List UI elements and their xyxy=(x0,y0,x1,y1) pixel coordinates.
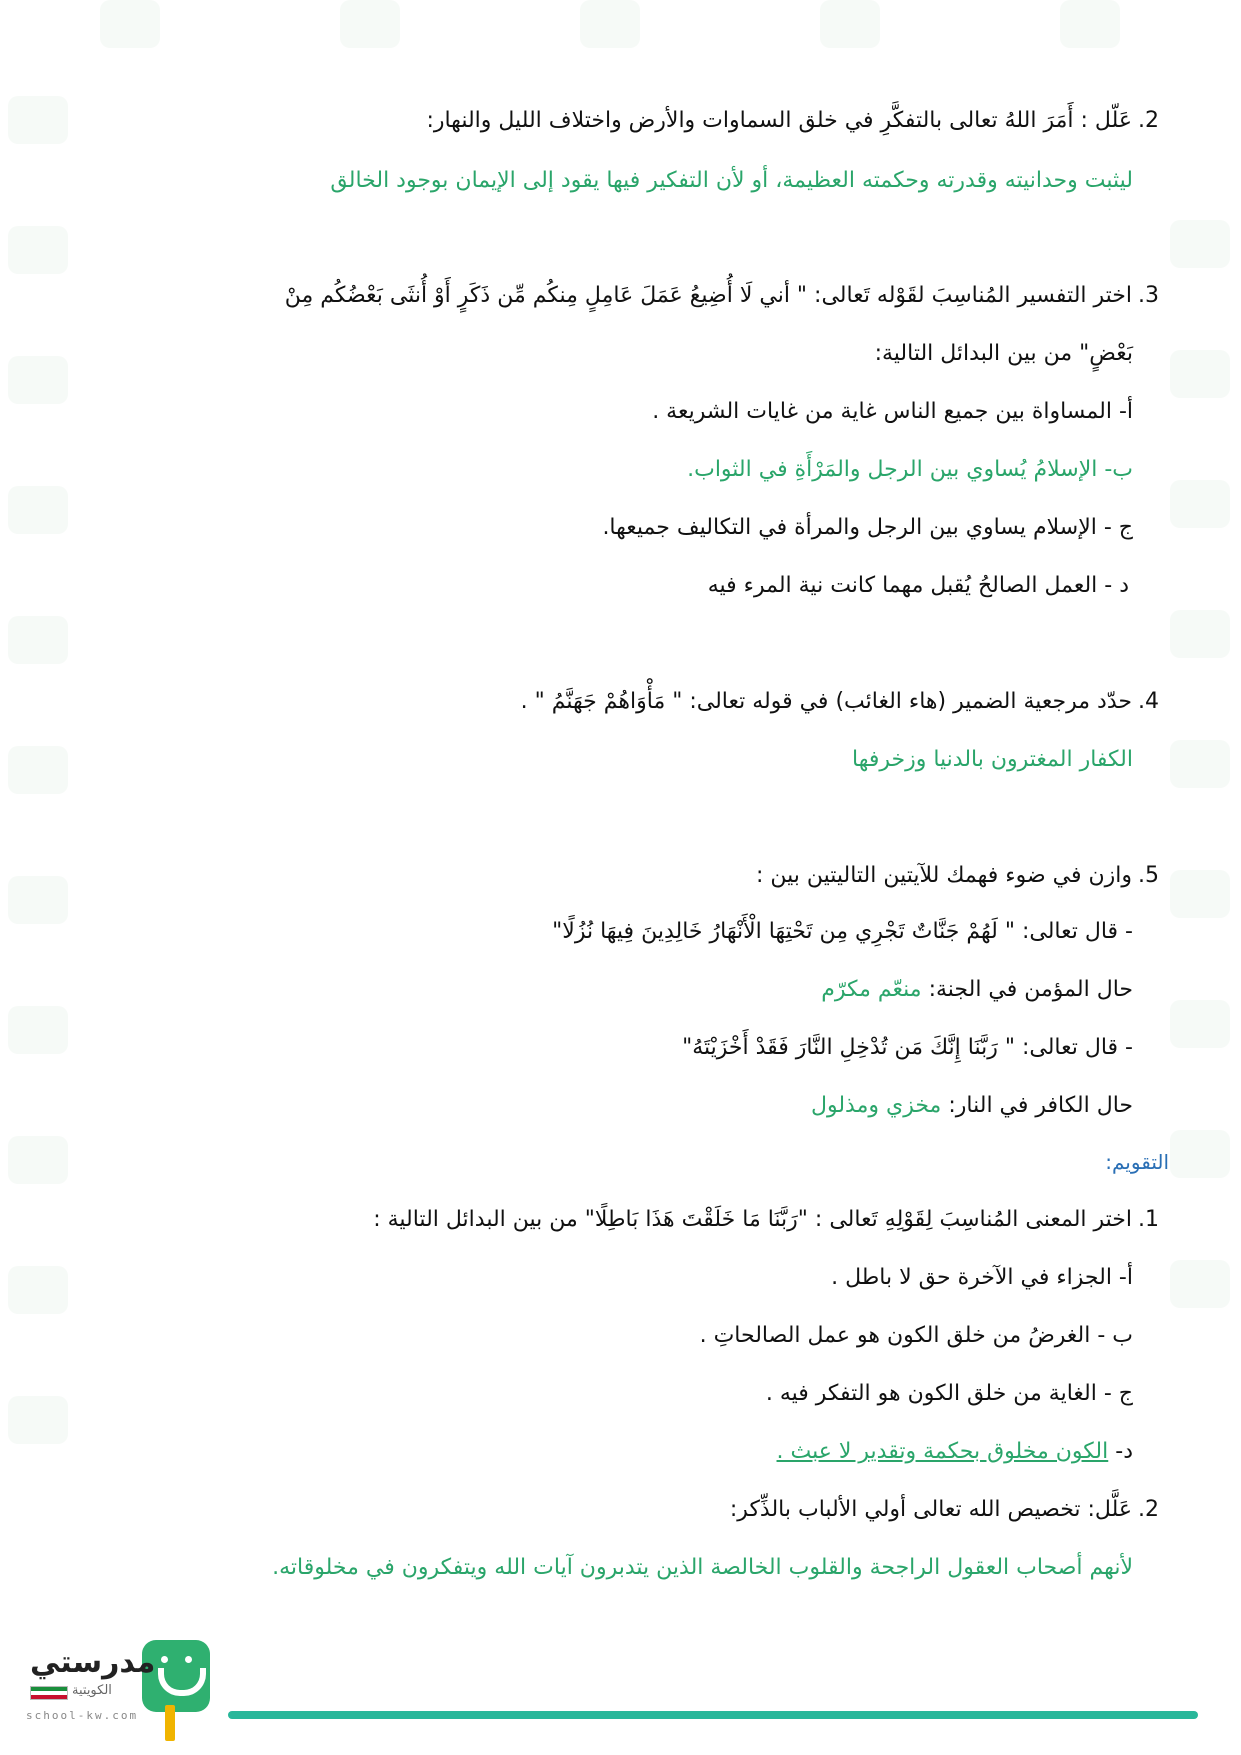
watermark-logo xyxy=(820,0,880,48)
q3-text-line1: اختر التفسير المُناسِبَ لقَوْله تَعالى: " أني لَا أُضِيعُ عَمَلَ عَامِلٍ مِنكُم مِّن ذَكَرٍ أَوْ أُنثَى بَعْضُكُم مِنْ xyxy=(284,283,1132,308)
q5-state-2-label: حال الكافر في النار: xyxy=(948,1093,1133,1118)
watermark-logo xyxy=(8,616,68,664)
watermark-logo xyxy=(1060,0,1120,48)
watermark-logo xyxy=(1170,740,1230,788)
watermark-logo xyxy=(8,746,68,794)
watermark-logo xyxy=(1170,870,1230,918)
q5-state-1-answer: منعّم مكرّم xyxy=(821,977,922,1002)
watermark-logo xyxy=(580,0,640,48)
brand-name: مدرستي xyxy=(30,1645,156,1680)
watermark-logo xyxy=(8,1266,68,1314)
footer-divider xyxy=(228,1711,1198,1719)
q5-state-2-answer: مخزي ومذلول xyxy=(811,1093,942,1118)
q2-number: 2. xyxy=(1138,108,1159,133)
watermark-logo xyxy=(8,96,68,144)
q3-option-d: د - العمل الصالحُ يُقبل مهما كانت نية المرء فيه xyxy=(707,573,1129,598)
watermark-logo xyxy=(1170,220,1230,268)
evaluation-heading: التقويم: xyxy=(1105,1150,1169,1174)
q3-question xyxy=(285,276,1159,316)
q2-question xyxy=(426,101,1159,141)
eval-q2-answer: لأنهم أصحاب العقول الراجحة والقلوب الخالصة الذين يتدبرون آيات الله ويتفكرون في مخلوقاته. xyxy=(272,1555,1133,1580)
eval-q1-option-d-answer: الكون مخلوق بحكمة وتقدير لا عبث . xyxy=(776,1439,1109,1464)
watermark-logo xyxy=(8,356,68,404)
eval-q1-option-d-prefix: د- xyxy=(1115,1439,1133,1464)
watermark-logo xyxy=(8,226,68,274)
kuwait-flag-icon xyxy=(30,1686,68,1700)
q4-answer: الكفار المغترون بالدنيا وزخرفها xyxy=(852,747,1133,772)
watermark-logo xyxy=(8,1396,68,1444)
q3-option-b-correct: ب- الإسلامُ يُساوي بين الرجل والمَرْأَةِ في الثواب. xyxy=(687,457,1133,482)
q5-verse-1: - قال تعالى: " لَهُمْ جَنَّاتٌ تَجْرِي مِن تَحْتِهَا الْأَنْهَارُ خَالِدِينَ فِيهَا نُزُلًا" xyxy=(552,919,1133,944)
watermark-logo xyxy=(8,876,68,924)
eval-q2-text: عَلَّل: تخصيص الله تعالى أولي الألباب بالذِّكر: xyxy=(729,1497,1132,1522)
q5-state-1-label: حال المؤمن في الجنة: xyxy=(928,977,1133,1002)
eval-q1-text: اختر المعنى المُناسِبَ لِقَوْلِهِ تَعالى : "رَبَّنَا مَا خَلَقْتَ هَذَا بَاطِلًا" من بين البدائل التالية : xyxy=(373,1207,1132,1232)
watermark-logo xyxy=(1170,1260,1230,1308)
q4-text: حدّد مرجعية الضمير (هاء الغائب) في قوله تعالى: " مَأْوَاهُمْ جَهَنَّمُ " . xyxy=(520,689,1132,714)
q4-question xyxy=(521,682,1159,722)
eval-q2-question xyxy=(730,1490,1159,1530)
watermark-logo xyxy=(1170,480,1230,528)
logo-eye-right xyxy=(185,1656,192,1663)
watermark-logo xyxy=(8,486,68,534)
eval-q1-number: 1. xyxy=(1138,1207,1159,1232)
q5-state-1 xyxy=(821,970,1133,1010)
q5-verse-2: - قال تعالى: " رَبَّنَا إِنَّكَ مَن تُدْخِلِ النَّارَ فَقَدْ أَخْزَيْتَهُ" xyxy=(682,1035,1133,1060)
q2-answer: ليثبت وحدانيته وقدرته وحكمته العظيمة، أو لأن التفكير فيها يقود إلى الإيمان بوجود الخالق xyxy=(330,168,1133,193)
watermark-logo xyxy=(8,1006,68,1054)
eval-q1-option-b: ب - الغرضُ من خلق الكون هو عمل الصالحاتِ . xyxy=(699,1323,1133,1348)
eval-q2-number: 2. xyxy=(1138,1497,1159,1522)
q2-text: عَلّل : أَمَرَ اللهُ تعالى بالتفكَّرِ في خلق السماوات والأرض واختلاف الليل والنهار: xyxy=(426,108,1132,133)
watermark-logo xyxy=(8,1136,68,1184)
watermark-logo xyxy=(1170,1130,1230,1178)
eval-q1-option-a: أ- الجزاء في الآخرة حق لا باطل . xyxy=(831,1265,1133,1290)
q3-text-line2: بَعْضٍ" من بين البدائل التالية: xyxy=(874,341,1133,366)
watermark-logo xyxy=(100,0,160,48)
q3-number: 3. xyxy=(1138,283,1159,308)
logo-pencil-icon xyxy=(165,1705,175,1741)
watermark-logo xyxy=(340,0,400,48)
q3-option-c: ج - الإسلام يساوي بين الرجل والمرأة في التكاليف جميعها. xyxy=(602,515,1133,540)
q5-question xyxy=(756,856,1159,896)
q5-state-2 xyxy=(811,1086,1133,1126)
watermark-logo xyxy=(1170,1000,1230,1048)
watermark-logo xyxy=(1170,610,1230,658)
watermark-logo xyxy=(1170,350,1230,398)
brand-url: school-kw.com xyxy=(26,1709,139,1722)
eval-q1-question xyxy=(373,1200,1159,1240)
q3-option-a: أ- المساواة بين جميع الناس غاية من غايات الشريعة . xyxy=(652,399,1133,424)
eval-q1-option-d xyxy=(777,1432,1133,1472)
q5-number: 5. xyxy=(1138,863,1159,888)
logo-eye-left xyxy=(161,1656,168,1663)
q4-number: 4. xyxy=(1138,689,1159,714)
eval-q1-option-c: ج - الغاية من خلق الكون هو التفكر فيه . xyxy=(765,1381,1133,1406)
brand-subtitle: الكويتية xyxy=(72,1683,112,1698)
q5-text: وازن في ضوء فهمك للآيتين التاليتين بين : xyxy=(755,863,1132,888)
